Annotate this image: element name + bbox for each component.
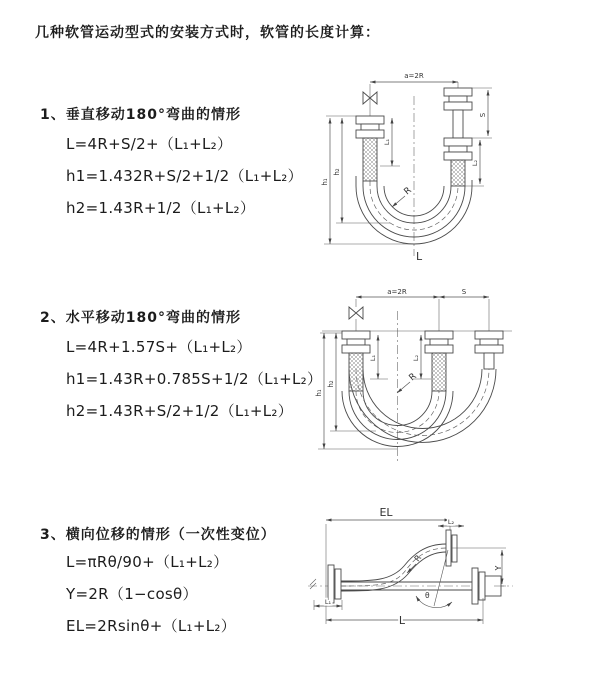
- diagram-vertical-180-bend: [312, 66, 592, 266]
- radius-label: R: [402, 185, 414, 198]
- extension-stems: [356, 299, 489, 331]
- s-curve-centerline: [341, 548, 446, 586]
- dim-label-l2: L₂: [447, 518, 455, 526]
- left-flange: [356, 116, 384, 138]
- length-label: L: [398, 614, 406, 627]
- length-label: L: [416, 250, 423, 263]
- middle-hose-braid: [432, 353, 446, 391]
- diagram-horizontal-180-bend: [306, 283, 598, 468]
- dim-label-h1: h₁: [321, 178, 329, 186]
- dim-label-el: EL: [379, 506, 393, 519]
- dim-label-s: S: [461, 288, 467, 296]
- dim-label-h1: h₁: [315, 389, 323, 397]
- radius-label: R: [412, 553, 424, 564]
- dim-label-l1: L₁: [369, 354, 377, 362]
- dimension-lines: [318, 297, 489, 449]
- section-2-formula-h1: h1=1.43R+0.785S+1/2（L₁+L₂）: [66, 370, 323, 388]
- angle-construction-line: [434, 550, 448, 606]
- right-hose-braid: [451, 160, 465, 186]
- section-3-formula-Y: Y=2R（1−cosθ）: [66, 585, 198, 603]
- dim-label-l2: L₂: [471, 159, 479, 167]
- section-1-heading: 1、垂直移动180°弯曲的情形: [40, 107, 241, 123]
- left-flange: [342, 331, 370, 353]
- hose-displaced-s-curve: [341, 544, 446, 591]
- section-2-heading: 2、水平移动180°弯曲的情形: [40, 310, 241, 326]
- break-symbol: [310, 579, 316, 589]
- dim-label-l1: L₁: [383, 138, 391, 146]
- dim-label-l2: L₂: [412, 354, 420, 362]
- dim-label-y: Y: [494, 565, 503, 571]
- section-1-formula-h2: h2=1.43R+1/2（L₁+L₂）: [66, 199, 256, 217]
- right-flange: [475, 331, 503, 369]
- dim-label-h2: h₂: [333, 168, 341, 176]
- valve-icon: [349, 307, 363, 319]
- angle-label: θ: [425, 591, 430, 600]
- middle-flange: [425, 331, 453, 353]
- left-hose-braid: [349, 353, 363, 391]
- left-hose-braid: [363, 138, 377, 181]
- diagram-lateral-displacement: [298, 498, 598, 648]
- section-2-formula-L: L=4R+1.57S+（L₁+L₂）: [66, 338, 252, 356]
- right-lower-flange: [444, 138, 472, 160]
- section-3-heading: 3、横向位移的情形（一次性变位）: [40, 527, 276, 543]
- page-title: 几种软管运动型式的安装方式时，软管的长度计算：: [35, 25, 380, 41]
- right-pipe-body: [453, 110, 463, 138]
- dim-label-a2r: a=2R: [404, 72, 424, 80]
- section-2-formula-h2: h2=1.43R+S/2+1/2（L₁+L₂）: [66, 402, 294, 420]
- radius-label: R: [407, 371, 419, 384]
- section-1-formula-L: L=4R+S/2+（L₁+L₂）: [66, 135, 233, 153]
- right-upper-flange: [444, 88, 472, 110]
- section-1-formula-h1: h1=1.432R+S/2+1/2（L₁+L₂）: [66, 167, 303, 185]
- section-3-formula-EL: EL=2Rsinθ+（L₁+L₂）: [66, 617, 237, 635]
- dim-label-l1: L₁: [324, 598, 332, 606]
- dim-label-s: S: [479, 112, 487, 118]
- section-3-formula-L: L=πRθ/90+（L₁+L₂）: [66, 553, 229, 571]
- dim-label-h2: h₂: [327, 380, 335, 388]
- dim-label-a2r: a=2R: [387, 288, 407, 296]
